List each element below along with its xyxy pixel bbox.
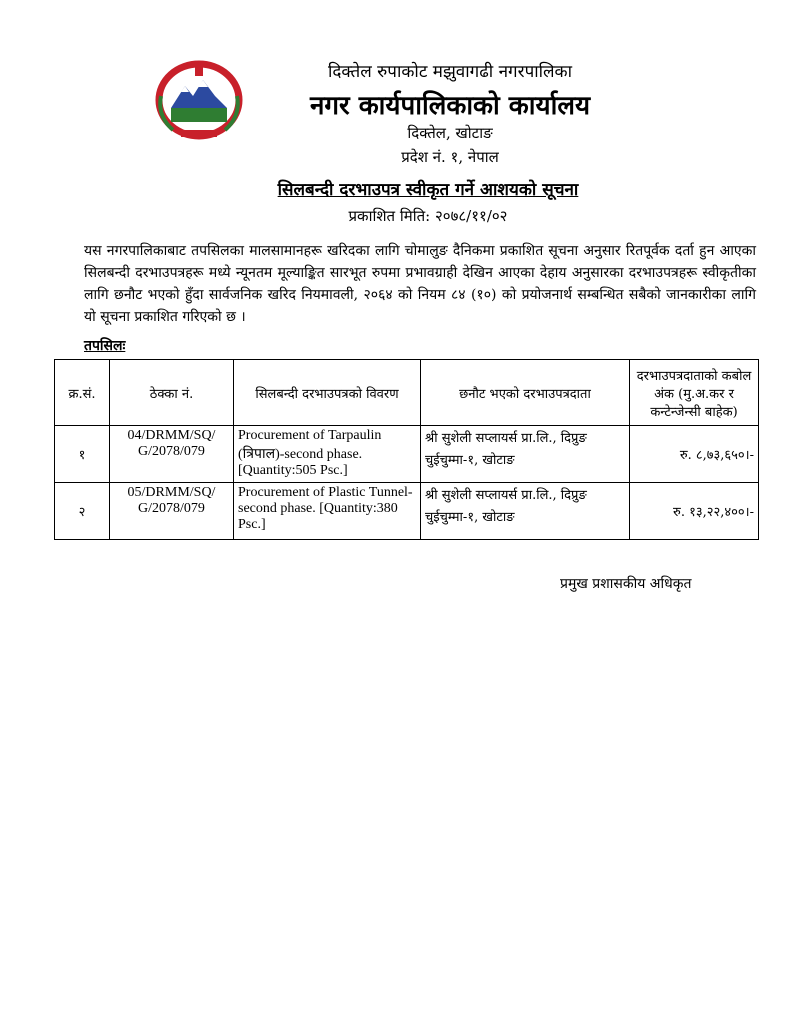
- table-row: [55, 483, 759, 540]
- office-title: नगर कार्यपालिकाको कार्यालय: [309, 91, 591, 121]
- signatory-title: प्रमुख प्रशासकीय अधिकृत: [560, 576, 692, 592]
- bids-table: [54, 359, 759, 540]
- cell-contract-no: 04/DRMM/SQ/ G/2078/079: [110, 426, 234, 483]
- notice-body: यस नगरपालिकाबाट तपसिलका मालसामानहरू खरिदका लागि चोमालुङ दैनिकमा प्रकाशित सूचना अनुसार रितपूर्वक दर्ता हुन आएका सिलबन्दी दरभाउपत्रहरू मध्ये न्यूनतम मूल्याङ्कित सारभूत रुपमा प्रभावग्राही देखिन आएका देहाय अनुसारका दरभाउपत्रहरू स्वीकृतीका लागि छनौट भएको हुँदा सार्वजनिक खरिद नियमावली, २०६४ को नियम ८४ (१०) को प्रयोजनार्थ सम्बन्धित सबैको जानकारीका लागि यो सूचना प्रकाशित गरिएको छ ।: [84, 243, 756, 325]
- published-date: प्रकाशित मिति: २०७८/११/०२: [348, 207, 508, 225]
- col-header-sn: क्र.सं.: [55, 360, 110, 426]
- cell-amount: रु. १३,२२,४००।-: [630, 483, 759, 540]
- cell-description: Procurement of Plastic Tunnel-second phase. [Quantity:380 Psc.]: [234, 483, 421, 540]
- table-header-row: [55, 360, 759, 426]
- table-row: [55, 426, 759, 483]
- cell-bidder: श्री सुशेली सप्लायर्स प्रा.लि., दिप्रुङ चुईचुम्मा-१, खोटाङ: [421, 483, 630, 540]
- cell-sn: २: [55, 483, 110, 540]
- cell-description: Procurement of Tarpaulin (त्रिपाल)-second phase. [Quantity:505 Psc.]: [234, 426, 421, 483]
- col-header-contract-no: ठेक्का नं.: [110, 360, 234, 426]
- cell-amount: रु. ८,७३,६५०।-: [630, 426, 759, 483]
- cell-contract-no: 05/DRMM/SQ/ G/2078/079: [110, 483, 234, 540]
- office-location: दिक्तेल, खोटाङ: [407, 124, 493, 142]
- col-header-description: सिलबन्दी दरभाउपत्रको विवरण: [234, 360, 421, 426]
- cell-bidder: श्री सुशेली सप्लायर्स प्रा.लि., दिप्रुङ चुईचुम्मा-१, खोटाङ: [421, 426, 630, 483]
- notice-subject: सिलबन्दी दरभाउपत्र स्वीकृत गर्ने आशयको सूचना: [277, 180, 579, 200]
- municipality-name: दिक्तेल रुपाकोट मझुवागढी नगरपालिका: [327, 62, 573, 82]
- province-line: प्रदेश नं. १, नेपाल: [401, 148, 499, 166]
- col-header-bidder: छनौट भएको दरभाउपत्रदाता: [421, 360, 630, 426]
- col-header-amount: दरभाउपत्रदाताको कबोल अंक (मु.अ.कर र कन्टेन्जेन्सी बाहेक): [630, 360, 759, 426]
- details-label: तपसिलः: [84, 338, 126, 354]
- cell-sn: १: [55, 426, 110, 483]
